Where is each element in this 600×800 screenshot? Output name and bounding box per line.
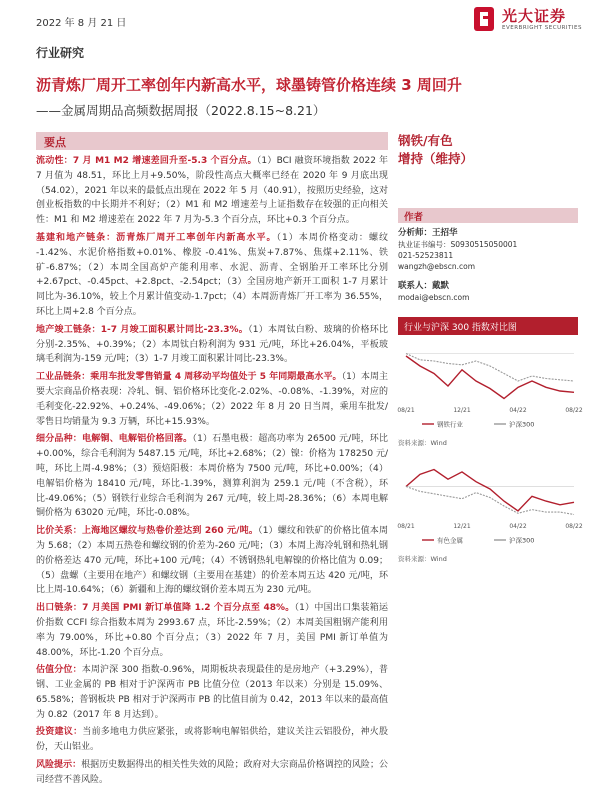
x-tick-label: 12/21 (453, 523, 471, 530)
everbright-logo-icon (472, 6, 496, 32)
brand-name: 光大证券 (502, 6, 567, 25)
summary-paragraph (36, 758, 388, 788)
summary-paragraph (36, 231, 388, 320)
analyst-email[interactable]: wangzh@ebscn.com (398, 262, 475, 271)
key-points-header: 要点 (36, 132, 388, 150)
paragraph-lead: 投资建议： (36, 727, 83, 738)
x-tick-label: 08/21 (397, 523, 415, 530)
x-tick-label: 08/22 (565, 523, 583, 530)
contact-name: 联系人：戴默 (398, 281, 450, 291)
x-tick-label: 08/21 (397, 407, 415, 414)
paragraph-lead: 比价关系：上海地区螺纹与热卷价差达到 260 元/吨。 (36, 526, 259, 537)
summary-paragraph (36, 725, 388, 755)
authors-header: 作者 (398, 208, 578, 223)
summary-paragraph (36, 601, 388, 660)
paragraph-body: （1）本周价格变动：螺纹 -1.42%、水泥价格指数+0.01%、橡胶 -0.41%、焦炭+7.87%、焦煤+2.11%、铁矿-6.87%；（2）本周全国高炉产能利用率、水泥、沥青、全钢胎开工率环比分别+2.67pct、-0.45pct、+2.8pct、-2.54pct；（3）全国房地产新开工面积 1-7 月累计同比为-36.10%，较上个月累计值变动-1.7pct；（4）本周沥青炼厂开工率为 36.55%，环比上周+2.8 个百分点。 (36, 232, 388, 317)
paragraph-lead: 估值分位： (36, 665, 82, 676)
paragraph-lead: 基建和地产链条：沥青炼厂周开工率创年内新高水平。 (36, 232, 277, 243)
x-tick-label: 08/22 (565, 407, 583, 414)
industry-rating: 增持（维持） (398, 151, 474, 166)
analyst-cert: 执业证书编号：S0930515050001 (398, 240, 518, 249)
industry-name: 钢铁/有色 (398, 133, 453, 148)
paragraph-body: 本周沪深 300 指数-0.96%，周期板块表现最佳的是房地产（+3.29%），普钢、工业金属的 PB 相对于沪深两市 PB 比值分位（2013 年以来）分别是 15.09%、65.58%；普钢板块 PB 相对于沪深两市 PB 的比值目前为 0.42，2013 年以来的最高值为 0.82（2017 年 8 月达到）。 (36, 665, 388, 720)
x-tick-label: 04/22 (509, 523, 527, 530)
summary-paragraph (36, 323, 388, 367)
analyst-name: 分析师：王招华 (398, 228, 458, 238)
legend-label: 钢铁行业 (437, 420, 463, 429)
paragraph-lead: 流动性：7 月 M1 M2 增速差回升至-5.3 个百分点。 (36, 156, 257, 166)
chart-source: 资料来源：Wind (398, 555, 447, 563)
report-date: 2022 年 8 月 21 日 (36, 18, 127, 29)
paragraph-lead: 出口链条：7 月美国 PMI 新订单值降 1.2 个百分点至 48%。 (36, 603, 295, 614)
paragraph-body: （1）螺纹和铁矿的价格比值本周为 5.68；（2）本周五热卷和螺纹钢的价差为-260 元/吨；（3）本周上海冷轧钢和热轧钢的价格差达 470 元/吨，环比+100 元/吨；（4）不锈钢热轧电解镍的价格比值为 0.09；（5）盘螺（主要用在地产）和螺纹钢（主要用在基建）的价差本周五达 420 元/吨，环比上周-10.64%；（6）新疆和上海的螺纹钢价差本周五为 230 元/吨。 (36, 526, 388, 596)
analyst-phone: 021-52523811 (398, 251, 454, 260)
legend-label: 沪深300 (509, 420, 535, 429)
summary-column (36, 132, 388, 791)
nonferrous-vs-hs300-chart (397, 457, 583, 547)
series-line-0 (406, 356, 574, 399)
paragraph-body: 当前多地电力供应紧张，或将影响电解铝供给，建议关注云铝股份，神火股份，天山铝业。 (36, 727, 388, 753)
paragraph-body: （1）中国出口集装箱运价指数 CCFI 综合指数本周为 2993.67 点，环比-2.59%；（2）本周美国粗钢产能利用率为 79.00%，环比+0.80 个百分点；（3）2022 年 7 月，美国 PMI 新订单值为 48.00%，环比-1.20 个百分点。 (36, 603, 388, 658)
x-tick-label: 04/22 (509, 407, 527, 414)
summary-paragraph (36, 663, 388, 722)
paragraph-body: （1）本周主要大宗商品价格表现：冷轧、铜、铝价格环比变化-2.02%、-0.08%、-1.39%，对应的毛利变化-22.92%、+0.24%、-49.06%；（2）2022 年 8 月 20 日当周，乘用车批发/零售日均销量为 9.3 万辆，环比+15.93%。 (36, 372, 389, 427)
legend-label: 有色金属 (437, 536, 463, 545)
chart-section-header: 行业与沪深 300 指数对比图 (398, 317, 578, 335)
paragraph-body: （1）石墨电极：超高功率为 26500 元/吨，环比+0.00%，综合毛利润为 5487.15 元/吨，环比+2.68%；（2）镍：价格为 178250 元/吨，环比上周-4.98%；（3）预焙阳极：本周价格为 7500 元/吨，环比+0.00%；（4）电解铝价格为 18410 元/吨，环比-1.39%，测算利润为 259.1 元/吨（不含税），环比-49.06%；（5）钢铁行业综合毛利润为 267 元/吨，较上周-28.36%；（6）本周电解铜价格为 63020 元/吨，环比-0.08%。 (36, 434, 388, 519)
report-subtitle: ——金属周期品高频数据周报（2022.8.15~8.21） (36, 103, 326, 118)
series-line-0 (406, 470, 574, 511)
summary-paragraph (36, 432, 388, 521)
paragraph-lead: 风险提示： (36, 760, 82, 771)
series-line-1 (406, 354, 574, 382)
info-sidebar (397, 132, 583, 563)
brand-logo (472, 6, 582, 32)
x-tick-label: 12/21 (453, 407, 471, 414)
series-line-1 (406, 487, 574, 515)
steel-vs-hs300-chart (397, 341, 583, 431)
paragraph-body: （1）本周钛白粉、玻璃的价格环比分别-2.35%、+0.39%；（2）本周钛白粉利润为 931 元/吨，环比+26.04%，平板玻璃毛利润为-159 元/吨；（3）1-7 月竣工面积累计同比-23.3%。 (36, 324, 388, 365)
chart-source: 资料来源：Wind (398, 439, 447, 447)
paragraph-lead: 地产竣工链条：1-7 月竣工面积累计同比-23.3%。 (36, 324, 249, 335)
contact-email[interactable]: modai@ebscn.com (398, 293, 470, 302)
paragraph-body: （1）BCI 融资环境指数 2022 年 7 月值为 48.51，环比上月+9.50%，阶段性高点大概率已经在 2020 年 9 月底出现（54.02），2021 年以来的最低点出现在 2022 年 5 月（40.91），按照历史经验，这对创业板指数的中长期并不利好；（2）M1 和 M2 增速差与上证指数存在较强的正向相关性：M1 和 M2 增速差在 2022 年 7 月为-5.3 个百分点，环比+0.3 个百分点。 (36, 156, 389, 226)
summary-paragraph (36, 524, 388, 598)
report-title: 沥青炼厂周开工率创年内新高水平，球墨铸管价格连续 3 周回升 (36, 76, 462, 94)
summary-paragraph (36, 154, 388, 228)
legend-label: 沪深300 (509, 536, 535, 545)
report-category: 行业研究 (36, 46, 85, 60)
paragraph-lead: 工业品链条：乘用车批发零售销量 4 周移动平均值处于 5 年同期最高水平。 (36, 372, 342, 383)
brand-name-en: EVERBRIGHT SECURITIES (502, 24, 582, 31)
summary-paragraph (36, 370, 388, 429)
paragraph-body: 根据历史数据得出的相关性失效的风险；政府对大宗商品价格调控的风险；公司经营不善风险。 (36, 760, 388, 785)
paragraph-lead: 细分品种：电解铜、电解铝价格回落。 (36, 434, 193, 445)
